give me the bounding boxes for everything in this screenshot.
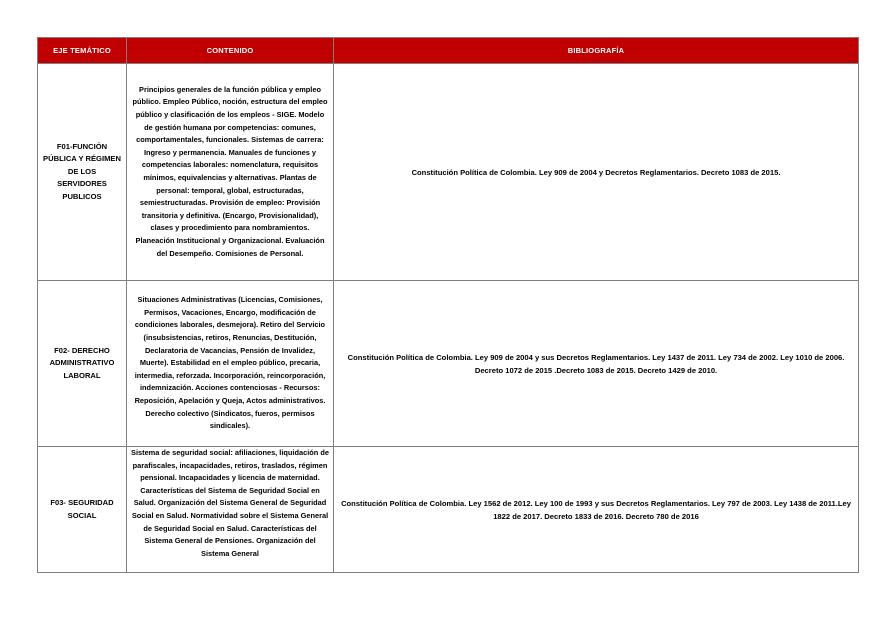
row-axis-cell: F03- SEGURIDAD SOCIAL: [38, 447, 127, 573]
row-content-cell: [127, 447, 334, 573]
row-bibliography-cell: Constitución Política de Colombia. Ley 909 de 2004 y Decretos Reglamentarios. Decreto 1083 de 2015.: [334, 64, 859, 281]
table-row: [38, 64, 859, 281]
row-bibliography-cell: Constitución Política de Colombia. Ley 1562 de 2012. Ley 100 de 1993 y sus Decretos Reglamentarios. Ley 797 de 2003. Ley 1438 de 2011.Ley 1822 de 2017. Decreto 1833 de 2016. Decreto 780 de 2016: [334, 447, 859, 573]
syllabus-table: [37, 37, 859, 573]
header-contenido: CONTENIDO: [127, 38, 334, 64]
header-bibliografia: BIBLIOGRAFÍA: [334, 38, 859, 64]
row-content-text: Sistema de seguridad social: afiliaciones, liquidación de parafiscales, incapacidades, retiros, traslados, régimen pensional. Incapacidades y licencia de maternidad. Características del Sistema de Seguridad Social en Salud. Organización del Sistema General de Seguridad Social en Salud. Normatividad sobre el Sistema General de Seguridad Social en Salud. Características del Sistema General de Pensiones. Organización del Sistema General: [131, 448, 329, 558]
row-axis-cell: F01-FUNCIÓN PÚBLICA Y RÉGIMEN DE LOS SERVIDORES PUBLICOS: [38, 64, 127, 281]
row-axis-cell: F02- DERECHO ADMINISTRATIVO LABORAL: [38, 281, 127, 447]
header-eje-tematico: EJE TEMÁTICO: [38, 38, 127, 64]
row-content-cell: Principios generales de la función pública y empleo público. Empleo Público, noción, estructura del empleo público y clasificación de los empleos - SIGE. Modelo de gestión humana por competencias: comunes, comportamentales, funcionales. Sistemas de carrera: Ingreso y permanencia. Manuales de funciones y competencias laborales: nomenclatura, requisitos mínimos, equivalencias y alternativas. Plantas de personal: temporal, global, estructuradas, semiestructuradas. Provisión de empleo: Provisión transitoria y definitiva. (Encargo, Provisionalidad), clases y procedimiento para nombramientos. Planeación Institucional y Organizacional. Evaluación del Desempeño. Comisiones de Personal.: [127, 64, 334, 281]
row-content-cell: Situaciones Administrativas (Licencias, Comisiones, Permisos, Vacaciones, Encargo, modificación de condiciones laborales, desmejora). Retiro del Servicio (insubsistencias, retiros, Renuncias, Destitución, Declaratoria de Vacancias, Pensión de Invalidez, Muerte). Estabilidad en el empleo público, precaria, intermedia, reforzada. Incorporación, reincorporación, indemnización. Acciones contenciosas - Recursos: Reposición, Apelación y Queja, Actos administrativos. Derecho colectivo (Sindicatos, fueros, permisos sindicales).: [127, 281, 334, 447]
table-row: [38, 281, 859, 447]
row-bibliography-cell: Constitución Política de Colombia. Ley 909 de 2004 y sus Decretos Reglamentarios. Ley 1437 de 2011. Ley 734 de 2002. Ley 1010 de 2006. Decreto 1072 de 2015 .Decreto 1083 de 2015. Decreto 1429 de 2010.: [334, 281, 859, 447]
table-header-row: [38, 38, 859, 64]
table-row: [38, 447, 859, 573]
